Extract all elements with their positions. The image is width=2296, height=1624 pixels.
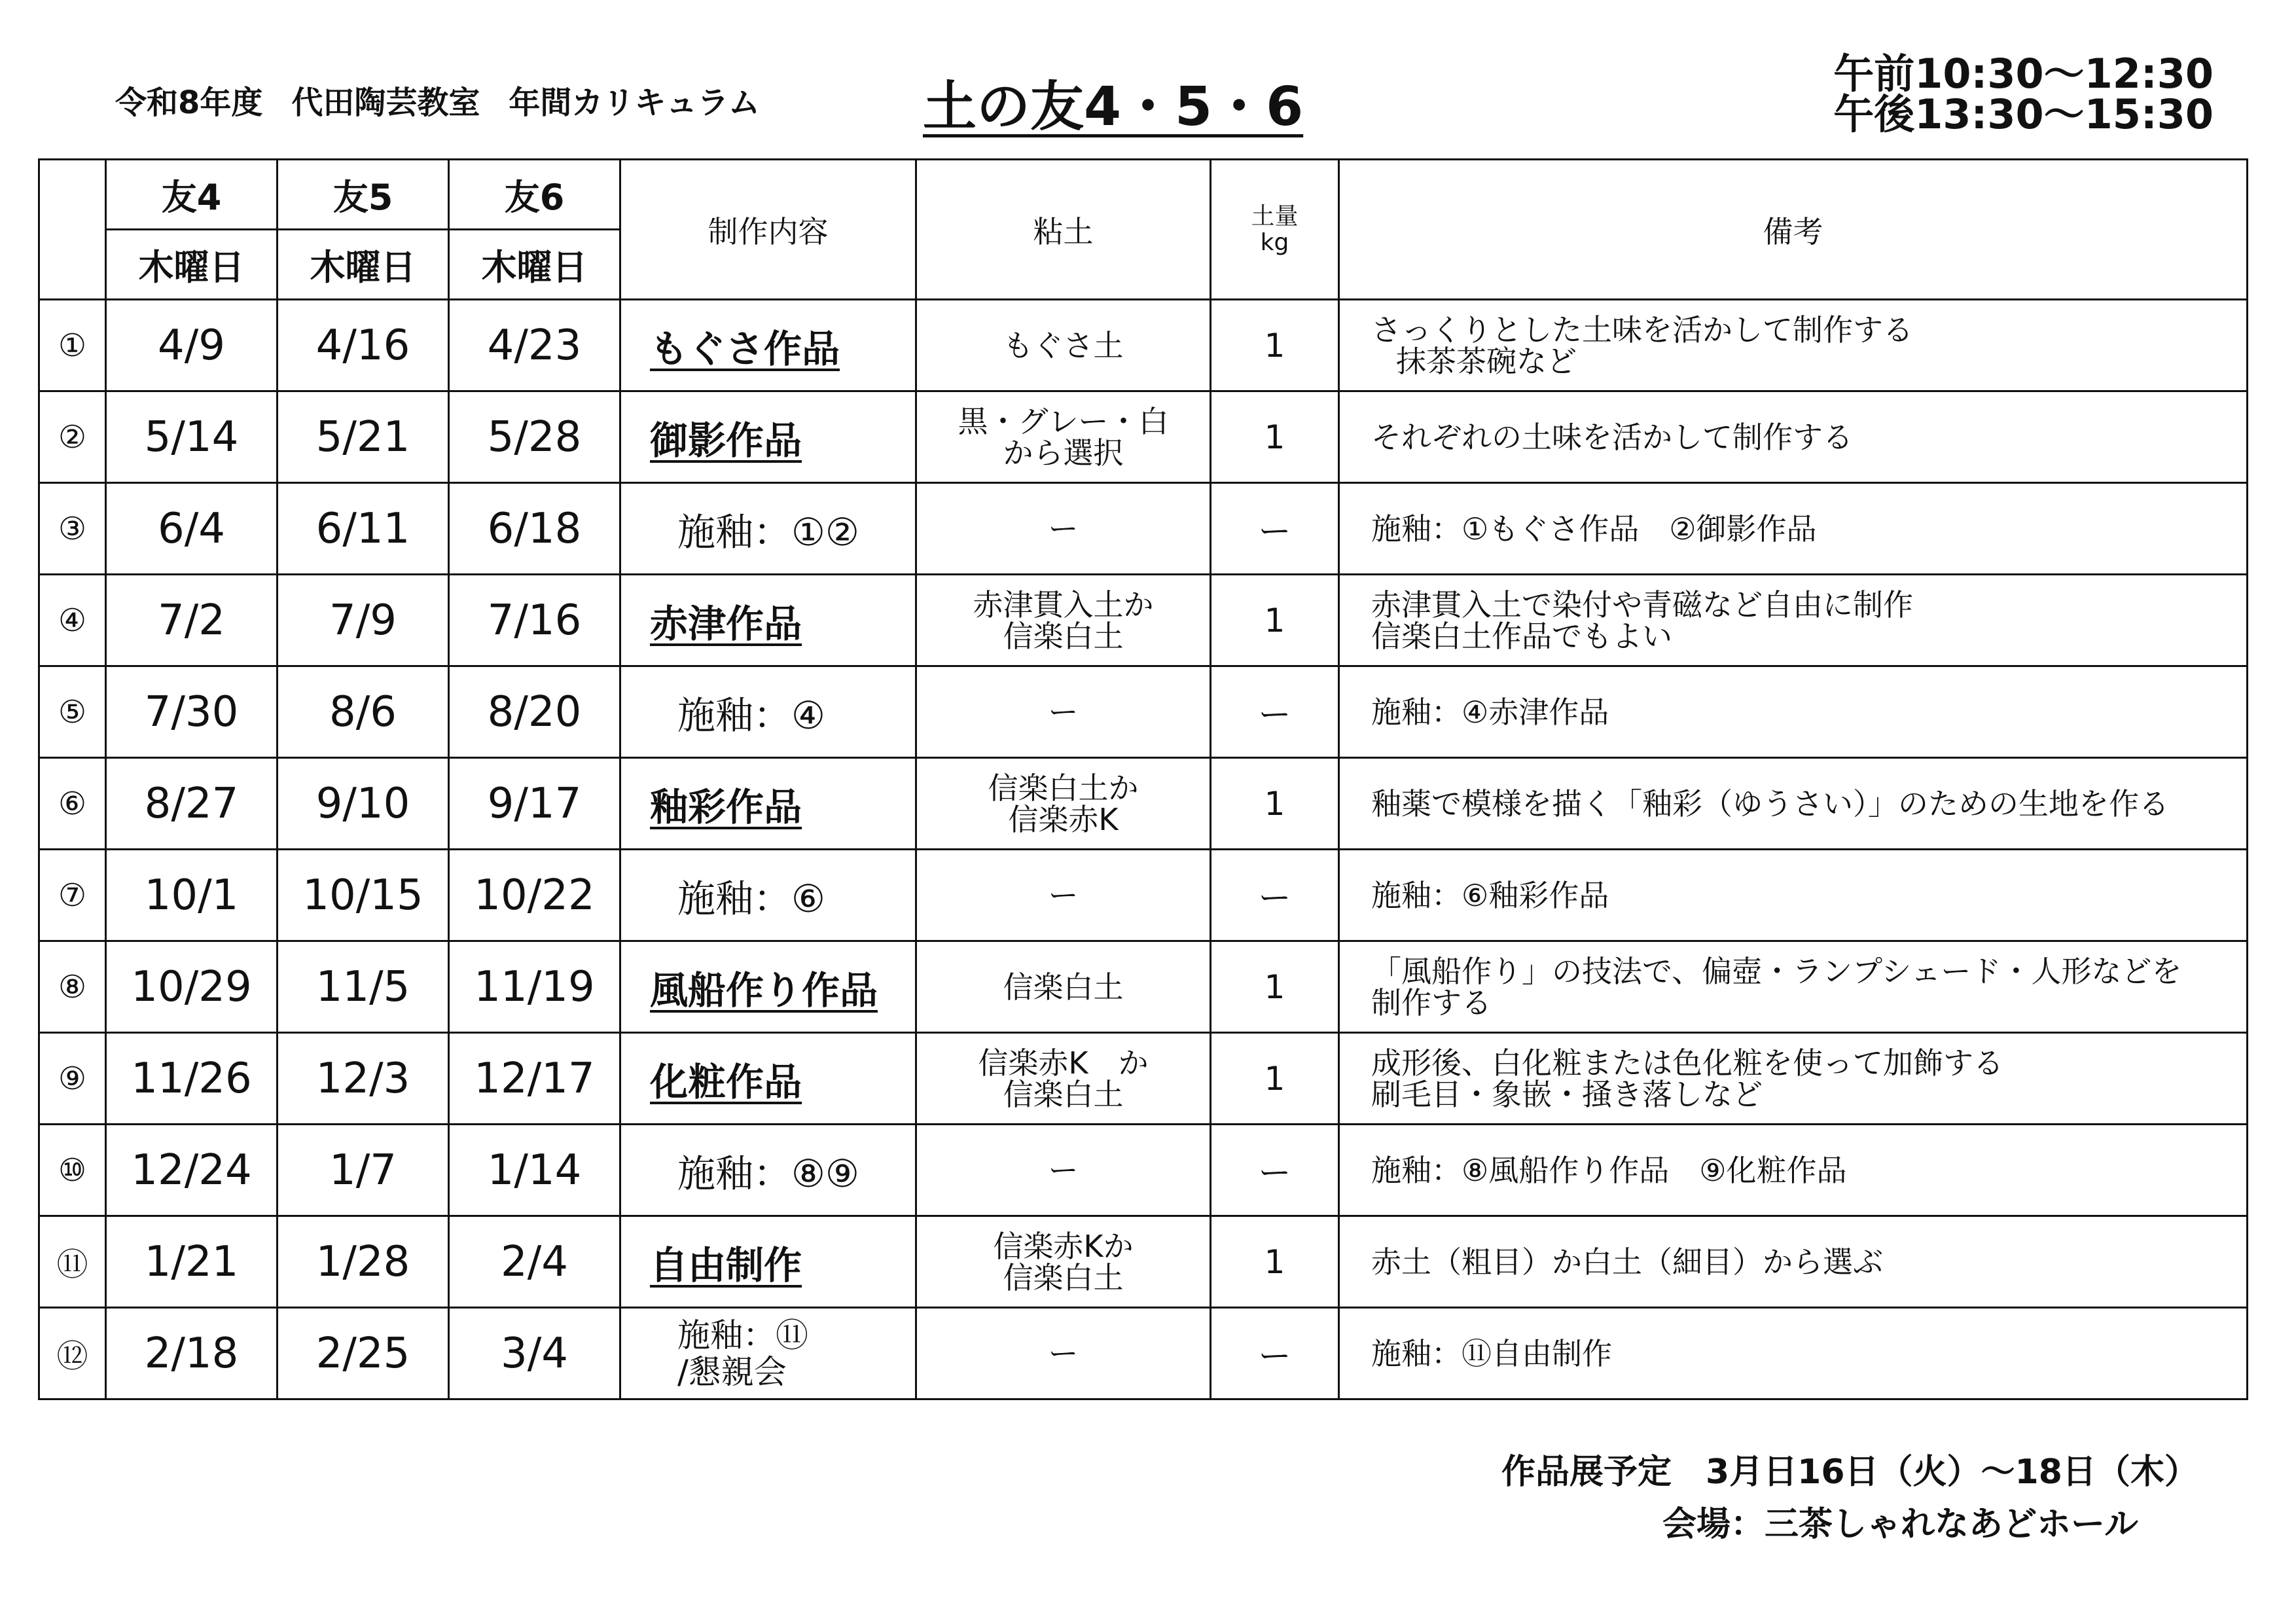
curriculum-label: 年間カリキュラム <box>509 84 760 121</box>
row-note <box>1339 941 2248 1033</box>
row-content: 施釉：①② <box>620 483 916 575</box>
row-number: ② <box>39 391 106 483</box>
row-note-line1: 「風船作り」の技法で、偏壺・ランプシェード・人形などを <box>1371 953 2182 989</box>
row-note <box>1339 575 2248 666</box>
row-clay-line1: ー <box>1048 877 1079 913</box>
row-number: ⑨ <box>39 1033 106 1125</box>
row-content <box>620 575 916 666</box>
row-clay-line1: ー <box>1048 694 1079 730</box>
row-date-tomo4: 4/9 <box>106 300 278 391</box>
row-date-tomo6: 5/28 <box>449 391 620 483</box>
row-content <box>620 941 916 1033</box>
header-notes: 備考 <box>1339 160 2248 300</box>
row-date-tomo5: 4/16 <box>278 300 449 391</box>
row-amount: 1 <box>1211 941 1339 1033</box>
header-group-4: 友4 <box>106 160 278 230</box>
row-content <box>620 758 916 850</box>
row-clay-line1: 黒・グレー・白 <box>958 403 1169 439</box>
header-row-1 <box>39 160 2248 230</box>
header-heading <box>115 77 760 122</box>
row-clay-line1: 信楽白土か <box>988 770 1139 806</box>
row-note-line1: 施釉：⑥釉彩作品 <box>1371 877 1609 913</box>
row-clay <box>916 1125 1211 1216</box>
row-date-tomo5: 5/21 <box>278 391 449 483</box>
row-note-line1: 釉薬で模様を描く「釉彩（ゆうさい）」のための生地を作る <box>1371 785 2169 821</box>
exhibition-info: 作品展予定 3月日16日（火）～18日（木） <box>1501 1453 2198 1492</box>
row-number: ③ <box>39 483 106 575</box>
row-content-line2: /懇親会 <box>677 1352 787 1391</box>
row-date-tomo6: 12/17 <box>449 1033 620 1125</box>
row-clay-line2: 信楽白土 <box>1003 618 1124 654</box>
row-amount: ー <box>1211 850 1339 941</box>
row-content-text: 御影作品 <box>650 418 802 463</box>
row-date-tomo5: 1/7 <box>278 1125 449 1216</box>
row-clay <box>916 1216 1211 1308</box>
row-number: ⑧ <box>39 941 106 1033</box>
row-date-tomo5: 9/10 <box>278 758 449 850</box>
row-note-line1: 施釉：⑧風船作り作品 ⑨化粧作品 <box>1371 1152 1847 1188</box>
class-times <box>1833 50 2214 138</box>
row-date-tomo4: 11/26 <box>106 1033 278 1125</box>
venue-info: 会場：三茶しゃれなあどホール <box>1662 1505 2138 1544</box>
row-content <box>620 1033 916 1125</box>
row-note-line2: 刷毛目・象嵌・掻き落しなど <box>1371 1076 1763 1112</box>
row-clay <box>916 850 1211 941</box>
row-amount: 1 <box>1211 1033 1339 1125</box>
header-group-5: 友5 <box>278 160 449 230</box>
row-number: ⑫ <box>39 1308 106 1399</box>
row-date-tomo4: 10/29 <box>106 941 278 1033</box>
row-content-text: 赤津作品 <box>650 601 802 646</box>
row-date-tomo4: 7/30 <box>106 666 278 758</box>
row-note-line1: 施釉：④赤津作品 <box>1371 694 1609 730</box>
row-note-line1: さっくりとした土味を活かして制作する <box>1371 312 1913 348</box>
row-note-line1: それぞれの土味を活かして制作する <box>1371 419 1853 455</box>
row-clay-line2: 信楽白土 <box>1003 1259 1124 1295</box>
table-row <box>39 391 2248 483</box>
row-date-tomo5: 2/25 <box>278 1308 449 1399</box>
row-date-tomo6: 8/20 <box>449 666 620 758</box>
row-note-line2: 信楽白土作品でもよい <box>1371 618 1672 654</box>
row-number: ① <box>39 300 106 391</box>
row-amount: ー <box>1211 666 1339 758</box>
header-content: 制作内容 <box>620 160 916 300</box>
row-note-line1: 施釉：⑪自由制作 <box>1371 1335 1612 1371</box>
row-clay-line1: もぐさ土 <box>1003 327 1124 363</box>
row-date-tomo5: 8/6 <box>278 666 449 758</box>
row-content-text: 釉彩作品 <box>650 784 802 829</box>
row-date-tomo4: 6/4 <box>106 483 278 575</box>
table-row <box>39 1216 2248 1308</box>
header-num-cell <box>39 160 106 300</box>
row-note <box>1339 1125 2248 1216</box>
row-clay <box>916 1308 1211 1399</box>
row-clay <box>916 666 1211 758</box>
row-date-tomo5: 1/28 <box>278 1216 449 1308</box>
table-row <box>39 300 2248 391</box>
row-content-text: 化粧作品 <box>650 1059 802 1104</box>
row-date-tomo4: 12/24 <box>106 1125 278 1216</box>
row-note-line1: 赤土（粗目）か白土（細目）から選ぶ <box>1371 1244 1883 1280</box>
row-date-tomo6: 3/4 <box>449 1308 620 1399</box>
table-row <box>39 1033 2248 1125</box>
table-row <box>39 483 2248 575</box>
row-date-tomo6: 11/19 <box>449 941 620 1033</box>
row-clay <box>916 300 1211 391</box>
row-clay <box>916 575 1211 666</box>
row-date-tomo5: 7/9 <box>278 575 449 666</box>
row-clay <box>916 941 1211 1033</box>
row-clay-line1: ー <box>1048 511 1079 547</box>
row-date-tomo4: 10/1 <box>106 850 278 941</box>
row-note-line2: 制作する <box>1371 984 1492 1020</box>
row-note <box>1339 483 2248 575</box>
time-am: 午前10:30～12:30 <box>1833 50 2214 98</box>
row-note-line1: 成形後、白化粧または色化粧を使って加飾する <box>1371 1045 2003 1081</box>
row-clay <box>916 483 1211 575</box>
row-content-text: もぐさ作品 <box>650 326 840 371</box>
row-amount: ー <box>1211 1125 1339 1216</box>
row-clay-line1: ー <box>1048 1152 1079 1188</box>
row-clay <box>916 758 1211 850</box>
row-content: 施釉：④ <box>620 666 916 758</box>
row-date-tomo4: 8/27 <box>106 758 278 850</box>
row-content-text: 自由制作 <box>650 1242 802 1288</box>
row-clay <box>916 1033 1211 1125</box>
header-day-4: 木曜日 <box>106 230 278 300</box>
row-date-tomo6: 2/4 <box>449 1216 620 1308</box>
school-name: 代田陶芸教室 <box>291 84 480 121</box>
row-note <box>1339 758 2248 850</box>
row-amount: 1 <box>1211 391 1339 483</box>
header-amount-label: 土量 <box>1251 202 1299 230</box>
row-note-line1: 施釉：①もぐさ作品 ②御影作品 <box>1371 511 1817 547</box>
row-number: ⑥ <box>39 758 106 850</box>
row-content-text: 風船作り作品 <box>650 967 878 1013</box>
row-clay-line1: 信楽白土 <box>1003 969 1124 1005</box>
row-number: ⑪ <box>39 1216 106 1308</box>
row-note <box>1339 1308 2248 1399</box>
row-date-tomo5: 6/11 <box>278 483 449 575</box>
row-clay-line1: 信楽赤K か <box>978 1045 1149 1081</box>
row-date-tomo6: 10/22 <box>449 850 620 941</box>
row-date-tomo6: 6/18 <box>449 483 620 575</box>
table-row <box>39 850 2248 941</box>
row-amount: 1 <box>1211 575 1339 666</box>
header-amount-unit: kg <box>1260 228 1289 256</box>
row-amount: ー <box>1211 1308 1339 1399</box>
table-row <box>39 941 2248 1033</box>
row-date-tomo5: 10/15 <box>278 850 449 941</box>
header-group-6: 友6 <box>449 160 620 230</box>
row-date-tomo4: 2/18 <box>106 1308 278 1399</box>
time-pm: 午後13:30～15:30 <box>1833 90 2214 138</box>
row-note <box>1339 1033 2248 1125</box>
row-content: 施釉：⑧⑨ <box>620 1125 916 1216</box>
row-date-tomo6: 9/17 <box>449 758 620 850</box>
header-clay: 粘土 <box>916 160 1211 300</box>
row-date-tomo6: 4/23 <box>449 300 620 391</box>
table-row <box>39 575 2248 666</box>
row-clay-line2: 信楽赤K <box>1008 801 1119 837</box>
row-clay-line1: 信楽赤Kか <box>993 1228 1134 1264</box>
row-date-tomo6: 1/14 <box>449 1125 620 1216</box>
row-note-line1: 赤津貫入土で染付や青磁など自由に制作 <box>1371 586 1913 623</box>
row-date-tomo4: 1/21 <box>106 1216 278 1308</box>
header-amount <box>1211 160 1339 300</box>
header-day-6: 木曜日 <box>449 230 620 300</box>
row-content <box>620 300 916 391</box>
row-amount: 1 <box>1211 300 1339 391</box>
row-note <box>1339 666 2248 758</box>
row-date-tomo6: 7/16 <box>449 575 620 666</box>
row-note <box>1339 1216 2248 1308</box>
row-date-tomo5: 11/5 <box>278 941 449 1033</box>
table-row <box>39 758 2248 850</box>
schedule-table <box>38 158 2248 1400</box>
row-date-tomo4: 7/2 <box>106 575 278 666</box>
row-number: ④ <box>39 575 106 666</box>
row-amount: 1 <box>1211 1216 1339 1308</box>
row-clay-line2: 信楽白土 <box>1003 1076 1124 1112</box>
table-row <box>39 666 2248 758</box>
row-note <box>1339 391 2248 483</box>
table-row <box>39 1308 2248 1399</box>
row-amount: 1 <box>1211 758 1339 850</box>
year-label: 令和8年度 <box>115 84 263 121</box>
row-clay-line1: 赤津貫入土か <box>973 586 1154 623</box>
row-clay <box>916 391 1211 483</box>
row-amount: ー <box>1211 483 1339 575</box>
header-day-5: 木曜日 <box>278 230 449 300</box>
row-clay-line1: ー <box>1048 1335 1079 1371</box>
row-date-tomo4: 5/14 <box>106 391 278 483</box>
row-content: 施釉：⑥ <box>620 850 916 941</box>
row-content <box>620 1308 916 1399</box>
row-date-tomo5: 12/3 <box>278 1033 449 1125</box>
row-content <box>620 391 916 483</box>
row-clay-line2: から選択 <box>1003 435 1124 471</box>
row-number: ⑩ <box>39 1125 106 1216</box>
row-content <box>620 1216 916 1308</box>
row-content-line1: 施釉：⑪ <box>677 1316 808 1354</box>
row-note <box>1339 850 2248 941</box>
row-note-line2: 抹茶茶碗など <box>1396 343 1577 379</box>
row-number: ⑤ <box>39 666 106 758</box>
row-note <box>1339 300 2248 391</box>
page-title: 土の友4・5・6 <box>923 76 1304 138</box>
table-row <box>39 1125 2248 1216</box>
row-number: ⑦ <box>39 850 106 941</box>
